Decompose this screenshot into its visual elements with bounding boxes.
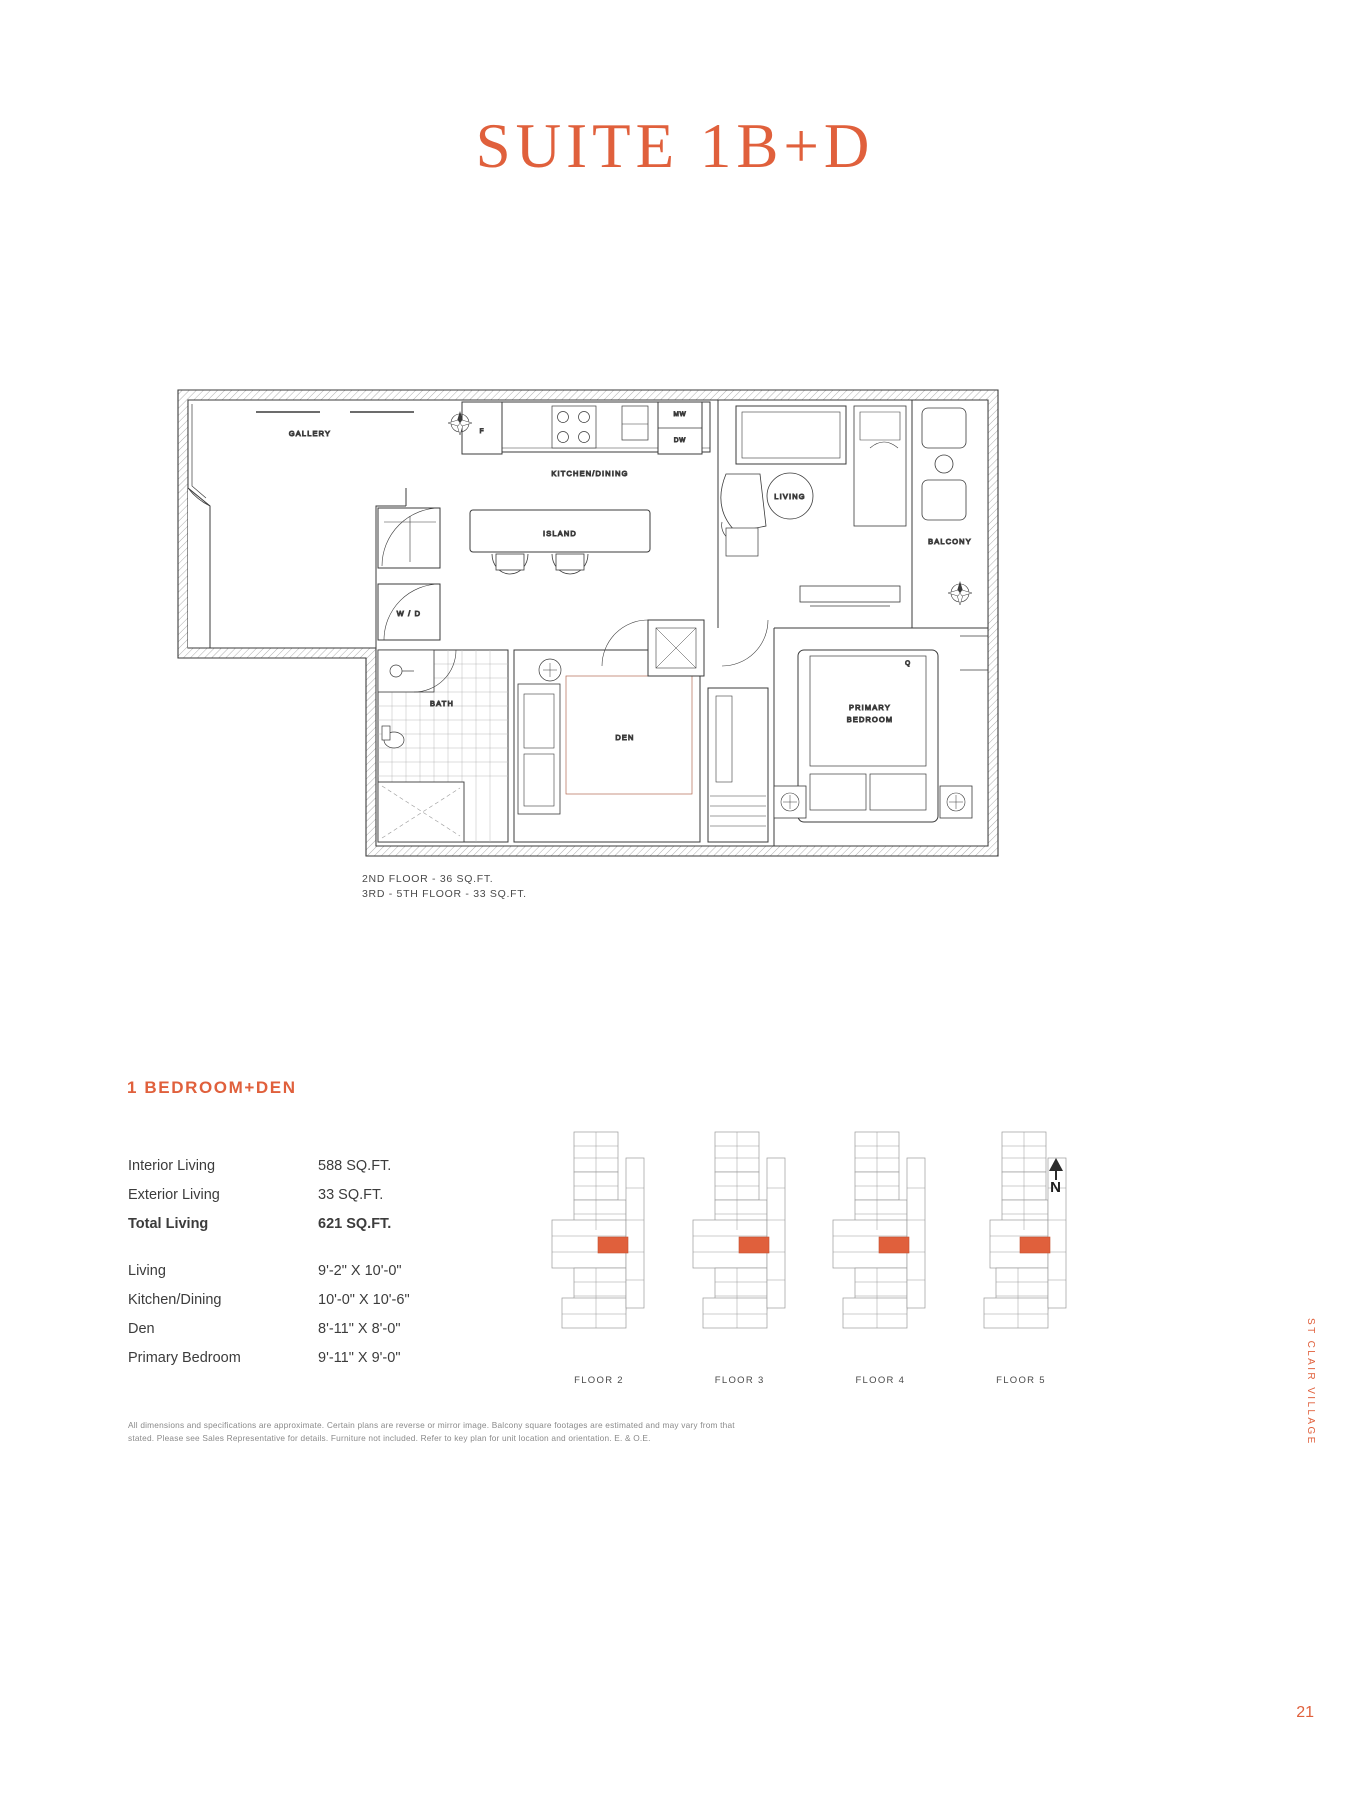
- label-den: DEN: [615, 733, 635, 742]
- spec-divider: [128, 1239, 458, 1257]
- spec-row-living: [128, 1257, 458, 1286]
- spec-label: Living: [128, 1263, 166, 1279]
- page-title: SUITE 1B+D: [475, 111, 875, 181]
- spec-value: 588 SQ.FT.: [318, 1158, 392, 1174]
- key-plan-floor-2: [540, 1128, 658, 1386]
- label-kitchen-dining: KITCHEN/DINING: [551, 469, 629, 478]
- spec-label: Interior Living: [128, 1158, 216, 1174]
- key-plan-label: FLOOR 3: [714, 1375, 765, 1386]
- key-plan-floor-3: [681, 1128, 799, 1386]
- label-washer-dryer: W / D: [396, 609, 422, 618]
- project-side-label: ST CLAIR VILLAGE: [1305, 1318, 1316, 1446]
- key-plan-label: FLOOR 5: [996, 1375, 1046, 1386]
- spec-label: Kitchen/Dining: [128, 1292, 222, 1308]
- suite-specifications: [128, 1152, 458, 1373]
- key-plan-label: FLOOR 4: [855, 1375, 906, 1386]
- label-island: ISLAND: [543, 529, 577, 538]
- key-plans: [540, 1128, 1080, 1386]
- north-letter: N: [1050, 1179, 1062, 1196]
- spec-row-exterior-living: [128, 1181, 458, 1210]
- spec-label: Exterior Living: [128, 1187, 220, 1203]
- spec-value: 9'-11" X 9'-0": [318, 1350, 401, 1366]
- label-gallery: GALLERY: [288, 429, 332, 438]
- spec-row-total-living: [128, 1210, 458, 1239]
- label-primary-bedroom-line2: BEDROOM: [846, 715, 894, 724]
- label-fridge: F: [479, 428, 485, 435]
- label-primary-bedroom-line1: PRIMARY: [849, 703, 891, 712]
- label-bath: BATH: [430, 699, 454, 708]
- floorplan-area-note-line2: 3RD - 5TH FLOOR - 33 SQ.FT.: [362, 888, 527, 900]
- page-number: 21: [1296, 1704, 1314, 1721]
- key-plan-floor-4: [821, 1128, 939, 1386]
- label-microwave: MW: [673, 411, 687, 418]
- key-plan-label: FLOOR 2: [574, 1375, 624, 1386]
- spec-value: 10'-0" X 10'-6": [318, 1292, 410, 1308]
- label-bed-size: Q: [905, 660, 911, 667]
- floorplan-area-note: [362, 872, 527, 902]
- spec-row-primary-bedroom: [128, 1344, 458, 1373]
- spec-row-kitchen-dining: [128, 1286, 458, 1315]
- suite-type-heading: 1 BEDROOM+DEN: [127, 1078, 297, 1097]
- spec-value: 33 SQ.FT.: [318, 1187, 384, 1203]
- north-compass: [1040, 1158, 1072, 1196]
- spec-value: 621 SQ.FT.: [318, 1216, 392, 1232]
- spec-value: 9'-2" X 10'-0": [318, 1263, 402, 1279]
- floorplan-drawing: [170, 388, 1010, 858]
- north-arrow-icon: [1049, 1158, 1063, 1171]
- disclaimer-text: All dimensions and specifications are approximate. Certain plans are reverse or mirror image. Balcony square footages are estimated and may vary from that stated. Please see Sales Representative for details. Furniture not included. Refer to key plan for unit location and orientation. E. & O.E.: [128, 1420, 735, 1443]
- spec-label: Total Living: [128, 1216, 209, 1232]
- spec-value: 8'-11" X 8'-0": [318, 1321, 401, 1337]
- spec-row-den: [128, 1315, 458, 1344]
- label-dishwasher: DW: [673, 437, 687, 444]
- floorplan-area-note-line1: 2ND FLOOR - 36 SQ.FT.: [362, 873, 494, 885]
- spec-label: Primary Bedroom: [128, 1350, 241, 1366]
- spec-label: Den: [128, 1321, 155, 1337]
- label-living: LIVING: [774, 492, 806, 501]
- label-balcony: BALCONY: [928, 537, 972, 546]
- spec-row-interior-living: [128, 1152, 458, 1181]
